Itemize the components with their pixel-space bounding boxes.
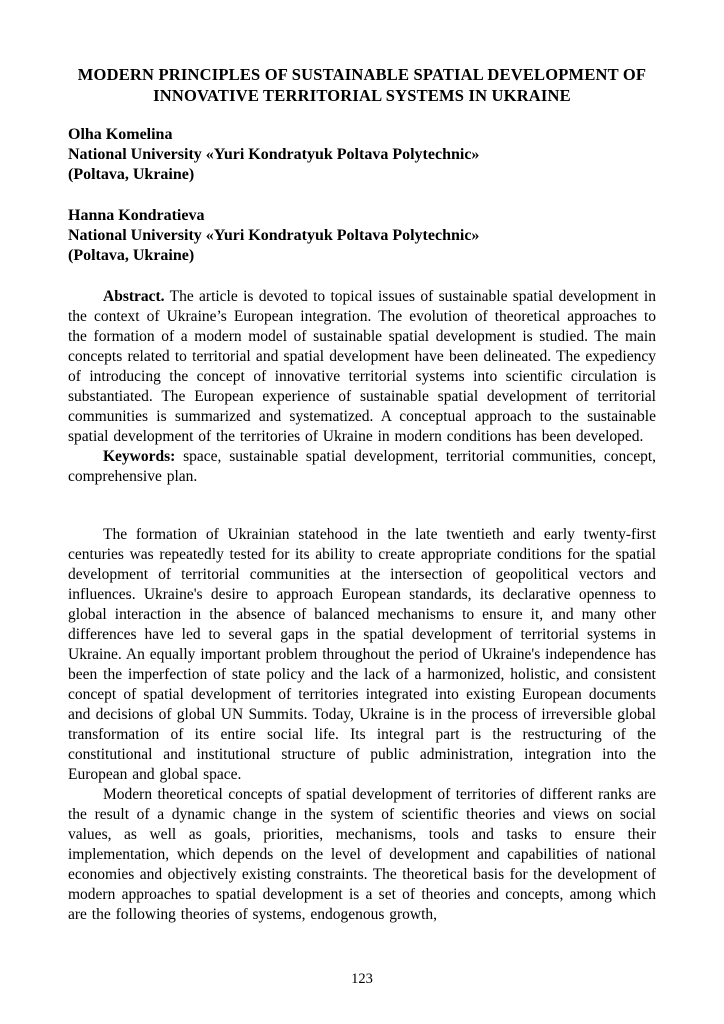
keywords-label: Keywords: xyxy=(103,448,176,465)
body-paragraph-2: Modern theoretical concepts of spatial development of territories of different ranks are the result of a dynamic change in the system of scientific theories and views on social values, as well as goals, priorities, mechanisms, tools and tasks to ensure their implementation, which depends on the level of development and capabilities of national economies and objectively existing constraints. The theoretical basis for the development of modern approaches to spatial development is a set of theories and concepts, among which are the following theories of systems, endogenous growth, xyxy=(68,786,656,923)
abstract-paragraph xyxy=(68,287,656,447)
author-name: Olha Komelina xyxy=(68,126,173,143)
abstract-section xyxy=(68,287,656,487)
abstract-text: The article is devoted to topical issues of sustainable spatial development in the context of Ukraine’s European integration. The evolution of theoretical approaches to the formation of a modern model of sustainable spatial development is studied. The main concepts related to territorial and spatial development have been delineated. The expediency of introducing the concept of innovative territorial systems into scientific circulation is substantiated. The European experience of sustainable spatial development of territorial communities is summarized and systematized. A conceptual approach to the sustainable spatial development of the territories of Ukraine in modern conditions has been developed. xyxy=(68,288,656,445)
page-content xyxy=(68,64,656,925)
author-name: Hanna Kondratieva xyxy=(68,207,205,224)
page-number: 123 xyxy=(351,971,373,987)
keywords-text: space, sustainable spatial development, territorial communities, concept, comprehensive plan. xyxy=(68,448,656,485)
author-affiliation: National University «Yuri Kondratyuk Poltava Polytechnic» xyxy=(68,146,480,163)
page-footer xyxy=(0,970,724,988)
author-location: (Poltava, Ukraine) xyxy=(68,247,195,264)
body-paragraph-1: The formation of Ukrainian statehood in the late twentieth and early twenty-first centuries was repeatedly tested for its ability to create appropriate conditions for the spatial development of territorial communities at the intersection of geopolitical vectors and influences. Ukraine's desire to approach European standards, its declarative openness to global interaction in the absence of balanced mechanisms to ensure it, and many other differences have led to several gaps in the spatial development of territorial systems in Ukraine. An equally important problem throughout the period of Ukraine's independence has been the imperfection of state policy and the lack of a harmonized, holistic, and consistent concept of spatial development of territories integrated into existing European documents and decisions of global UN Summits. Today, Ukraine is in the process of irreversible global transformation of its entire social life. Its integral part is the restructuring of the constitutional and institutional structure of public administration, integration into the European and global space. xyxy=(68,526,656,783)
author-affiliation: National University «Yuri Kondratyuk Poltava Polytechnic» xyxy=(68,227,480,244)
author-block-2 xyxy=(68,206,656,266)
author-location: (Poltava, Ukraine) xyxy=(68,166,195,183)
paper-title: MODERN PRINCIPLES OF SUSTAINABLE SPATIAL DEVELOPMENT OF INNOVATIVE TERRITORIAL SYSTEMS IN UKRAINE xyxy=(77,65,647,105)
keywords-paragraph xyxy=(68,447,656,487)
author-block-1 xyxy=(68,125,656,185)
abstract-label: Abstract. xyxy=(103,288,165,305)
body-section xyxy=(68,525,656,925)
